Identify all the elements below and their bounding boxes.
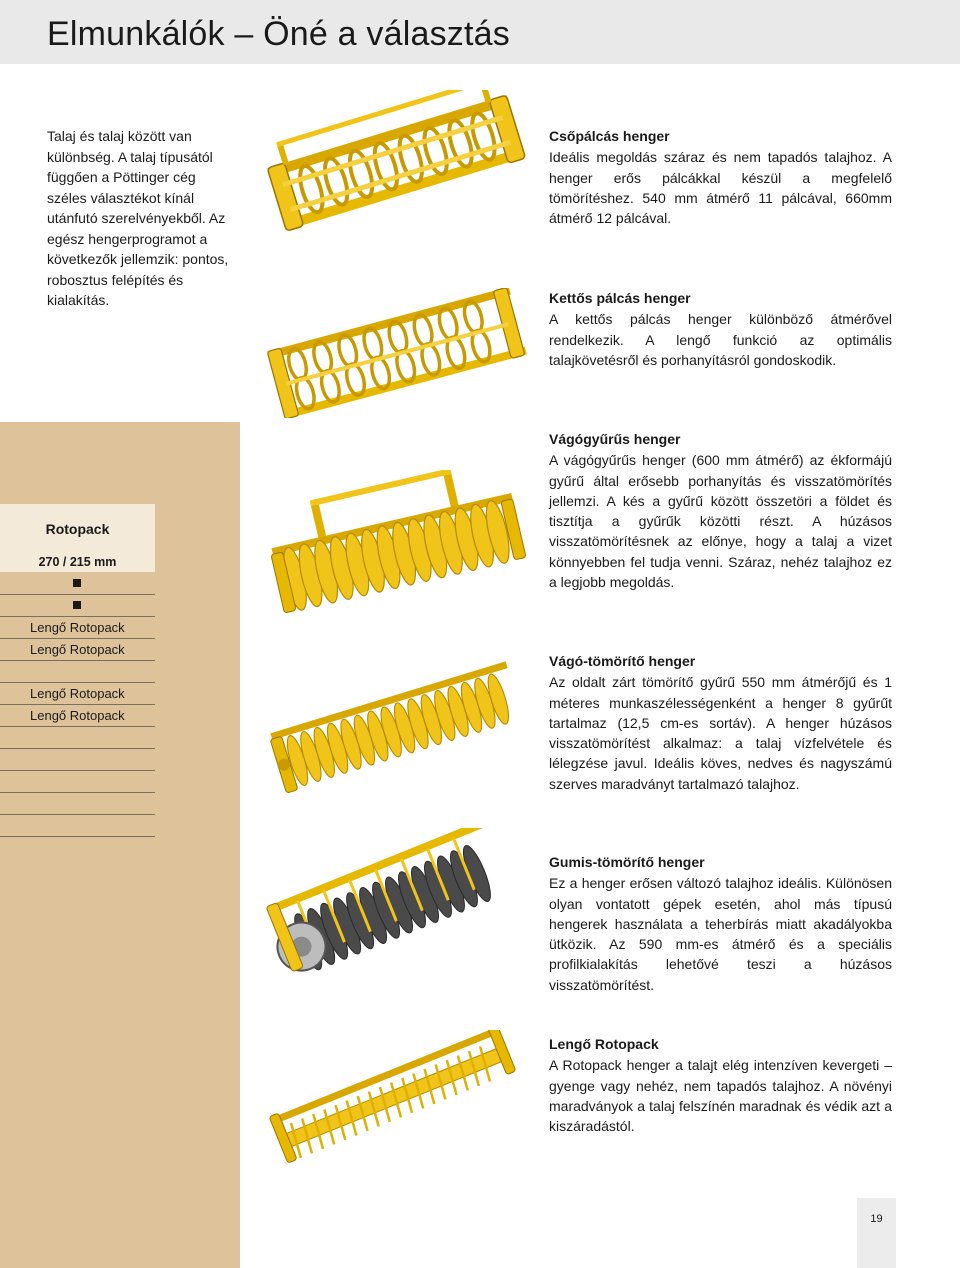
page-number: 19 bbox=[870, 1213, 883, 1225]
sidebar-table-row bbox=[0, 727, 155, 749]
sidebar-table-row bbox=[0, 771, 155, 793]
roller-title: Vágó-tömörítő henger bbox=[549, 653, 696, 669]
rubber-compaction-roller-image bbox=[262, 828, 532, 988]
sidebar-table-row: Lengő Rotopack bbox=[0, 617, 155, 639]
roller-text: A kettős pálcás henger különböző átmérővel rendelkezik. A lengő funkció az optimális talajkövetésről és porhanyításról gondoskodik. bbox=[549, 311, 892, 368]
roller-text: Ideális megoldás száraz és nem tapadós talajhoz. A henger erős pálcákkal készül a megfelelő tömörítéshez. 540 mm átmérő 11 pálcával, 660mm átmérő 12 pálcával. bbox=[549, 149, 892, 227]
roller-text: A Rotopack henger a talajt elég intenzíven kevergeti – gyenge vagy nehéz, nem tapadós talajhoz. A növényi maradványok a talaj felszínén maradnak és védik azt a kiszáradástól. bbox=[549, 1057, 892, 1135]
sidebar-table-row bbox=[0, 749, 155, 771]
sidebar-table-row bbox=[0, 595, 155, 617]
roller-title: Gumis-tömörítő henger bbox=[549, 854, 705, 870]
header-bar bbox=[0, 0, 960, 64]
tube-bar-roller-image bbox=[262, 90, 532, 240]
roller-text: A vágógyűrűs henger (600 mm átmérő) az ékformájú gyűrű által erősebb porhanyítás és visszatömörítés jellemzi. A kés a gyűrű között összetöri a földet és tisztítja a gyűrűk közötti részt. A húzásos visszatömörítésnek az előnye, hogy a talaj a vizet könnyebben fel tudja venni. Száraz, nehéz talajhoz ez a legjobb megoldás. bbox=[549, 452, 892, 591]
roller-description-tube-bar bbox=[549, 126, 892, 228]
sidebar-table-row bbox=[0, 793, 155, 815]
roller-title: Vágógyűrűs henger bbox=[549, 431, 681, 447]
sidebar-table-row: Lengő Rotopack bbox=[0, 683, 155, 705]
filled-square-icon bbox=[73, 579, 81, 587]
swinging-rotopack-image bbox=[262, 1030, 532, 1180]
page-title: Elmunkálók – Öné a választás bbox=[47, 15, 510, 53]
sidebar-table bbox=[0, 573, 155, 837]
double-bar-roller-image bbox=[262, 288, 532, 418]
cutting-compaction-roller-image bbox=[262, 660, 532, 795]
sidebar-table-row: Lengő Rotopack bbox=[0, 705, 155, 727]
sidebar-header bbox=[0, 504, 155, 572]
roller-title: Lengő Rotopack bbox=[549, 1036, 659, 1052]
roller-description-double-bar bbox=[549, 288, 892, 370]
intro-text-block bbox=[47, 126, 237, 311]
sidebar-table-row bbox=[0, 661, 155, 683]
cutting-ring-roller-image bbox=[262, 470, 532, 620]
roller-description-cutting-compaction bbox=[549, 651, 892, 794]
intro-paragraph: Talaj és talaj között van különbség. A talaj típusától függően a Pöttinger cég széles választékot kínál utánfutó szerelvényekből. Az egész hengerprogramot a következők jellemzik: pontos, robosztus felépítés és kialakítás. bbox=[47, 128, 229, 308]
sidebar-table-row bbox=[0, 815, 155, 837]
roller-description-rotopack bbox=[549, 1034, 892, 1136]
roller-title: Kettős pálcás henger bbox=[549, 290, 691, 306]
sidebar-table-row: Lengő Rotopack bbox=[0, 639, 155, 661]
sidebar-product-size: 270 / 215 mm bbox=[38, 555, 117, 569]
roller-title: Csőpálcás henger bbox=[549, 128, 670, 144]
sidebar-table-row bbox=[0, 573, 155, 595]
filled-square-icon bbox=[73, 601, 81, 609]
page-number-box bbox=[857, 1198, 896, 1268]
roller-text: Az oldalt zárt tömörítő gyűrű 550 mm átmérőjű és 1 méteres munkaszélességenként a henger 8 gyűrűt tartalmaz (12,5 cm-es sortáv). A henger húzásos visszatömörítést alkalmaz: a talaj vízfelvétele és lélegzése javul. Ideális köves, nedves és nagyszámú szerves maradványt tartalmazó talajhoz. bbox=[549, 674, 892, 792]
sidebar-product-name: Rotopack bbox=[45, 521, 110, 537]
roller-description-rubber-compaction bbox=[549, 852, 892, 995]
roller-description-cutting-ring bbox=[549, 429, 892, 592]
roller-text: Ez a henger erősen változó talajhoz ideális. Különösen olyan vontatott gépek esetén, ahol más típusú hengerek használata a teherbírás miatt akadályokba ütközik. Az 590 mm-es átmérő és a speciális profilkialakítás lehetővé teszi a húzásos visszatömörítést. bbox=[549, 875, 892, 993]
